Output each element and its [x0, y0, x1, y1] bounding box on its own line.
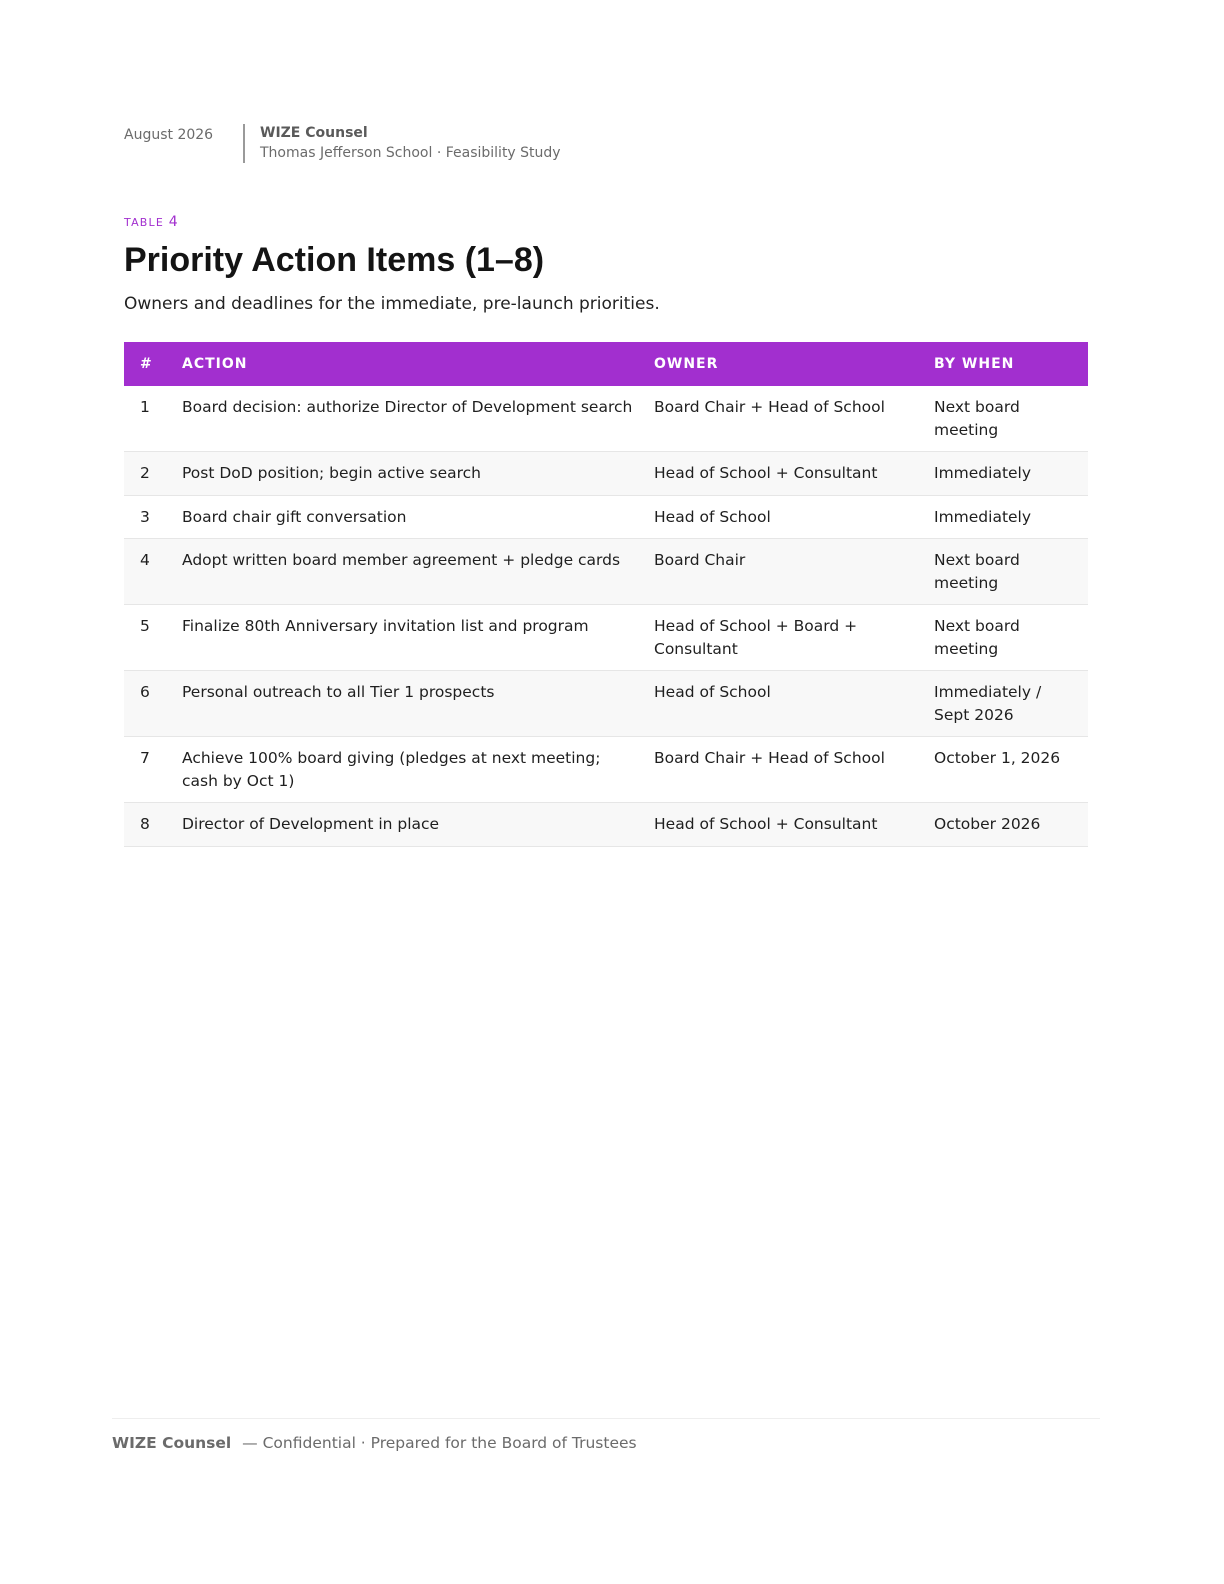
- cell-by-when: October 1, 2026: [934, 737, 1088, 803]
- cell-owner: Head of School + Consultant: [654, 452, 934, 496]
- table-row: [124, 605, 1088, 671]
- table-header: [124, 342, 1088, 386]
- header-subtitle: Thomas Jefferson School · Feasibility Study: [260, 145, 561, 161]
- table-label-number: 4: [168, 214, 178, 230]
- cell-number: 2: [124, 452, 182, 496]
- table-row: [124, 539, 1088, 605]
- cell-action: Adopt written board member agreement + pledge cards: [182, 539, 654, 605]
- table-row: [124, 671, 1088, 737]
- cell-number: 8: [124, 803, 182, 847]
- column-header-owner: OWNER: [654, 355, 719, 372]
- cell-number: 7: [124, 737, 182, 803]
- cell-owner: Board Chair + Head of School: [654, 737, 934, 803]
- cell-number: 1: [124, 386, 182, 452]
- footer-divider: [112, 1418, 1100, 1419]
- cell-action: Director of Development in place: [182, 803, 654, 847]
- page-description: Owners and deadlines for the immediate, pre-launch priorities.: [124, 294, 660, 314]
- table-row: [124, 737, 1088, 803]
- cell-action: Post DoD position; begin active search: [182, 452, 654, 496]
- cell-action: Personal outreach to all Tier 1 prospects: [182, 671, 654, 737]
- cell-owner: Board Chair: [654, 539, 934, 605]
- header-date: August 2026: [124, 127, 214, 143]
- cell-owner: Head of School + Board + Consultant: [654, 605, 934, 671]
- footer-brand: WIZE Counsel: [112, 1434, 232, 1452]
- page-header: [124, 124, 561, 163]
- table-row: [124, 452, 1088, 496]
- cell-number: 3: [124, 495, 182, 539]
- cell-action: Board chair gift conversation: [182, 495, 654, 539]
- column-header-number: #: [140, 355, 153, 372]
- cell-owner: Head of School: [654, 495, 934, 539]
- cell-by-when: Next board meeting: [934, 605, 1088, 671]
- header-info: [260, 124, 561, 163]
- table-row: [124, 803, 1088, 847]
- cell-by-when: Immediately: [934, 452, 1088, 496]
- cell-by-when: Next board meeting: [934, 386, 1088, 452]
- cell-action: Finalize 80th Anniversary invitation list and program: [182, 605, 654, 671]
- column-header-by-when: BY WHEN: [934, 355, 1015, 372]
- table-header-row: [124, 342, 1088, 386]
- table-row: [124, 495, 1088, 539]
- header-brand: WIZE Counsel: [260, 125, 368, 141]
- table-row: [124, 386, 1088, 452]
- table-label: [124, 212, 178, 233]
- cell-by-when: October 2026: [934, 803, 1088, 847]
- page-footer: [112, 1432, 637, 1454]
- table-label-prefix: TABLE: [124, 216, 165, 229]
- cell-number: 6: [124, 671, 182, 737]
- page-title: Priority Action Items (1–8): [124, 241, 545, 279]
- cell-action: Achieve 100% board giving (pledges at next meeting; cash by Oct 1): [182, 737, 654, 803]
- cell-by-when: Immediately: [934, 495, 1088, 539]
- cell-action: Board decision: authorize Director of Development search: [182, 386, 654, 452]
- action-items-table: [124, 342, 1088, 847]
- footer-text: — Confidential · Prepared for the Board of Trustees: [242, 1434, 637, 1452]
- table-body: [124, 386, 1088, 846]
- cell-owner: Board Chair + Head of School: [654, 386, 934, 452]
- header-divider: [243, 124, 245, 163]
- cell-number: 4: [124, 539, 182, 605]
- column-header-action: ACTION: [182, 355, 248, 372]
- cell-owner: Head of School + Consultant: [654, 803, 934, 847]
- cell-by-when: Immediately / Sept 2026: [934, 671, 1088, 737]
- cell-by-when: Next board meeting: [934, 539, 1088, 605]
- cell-number: 5: [124, 605, 182, 671]
- cell-owner: Head of School: [654, 671, 934, 737]
